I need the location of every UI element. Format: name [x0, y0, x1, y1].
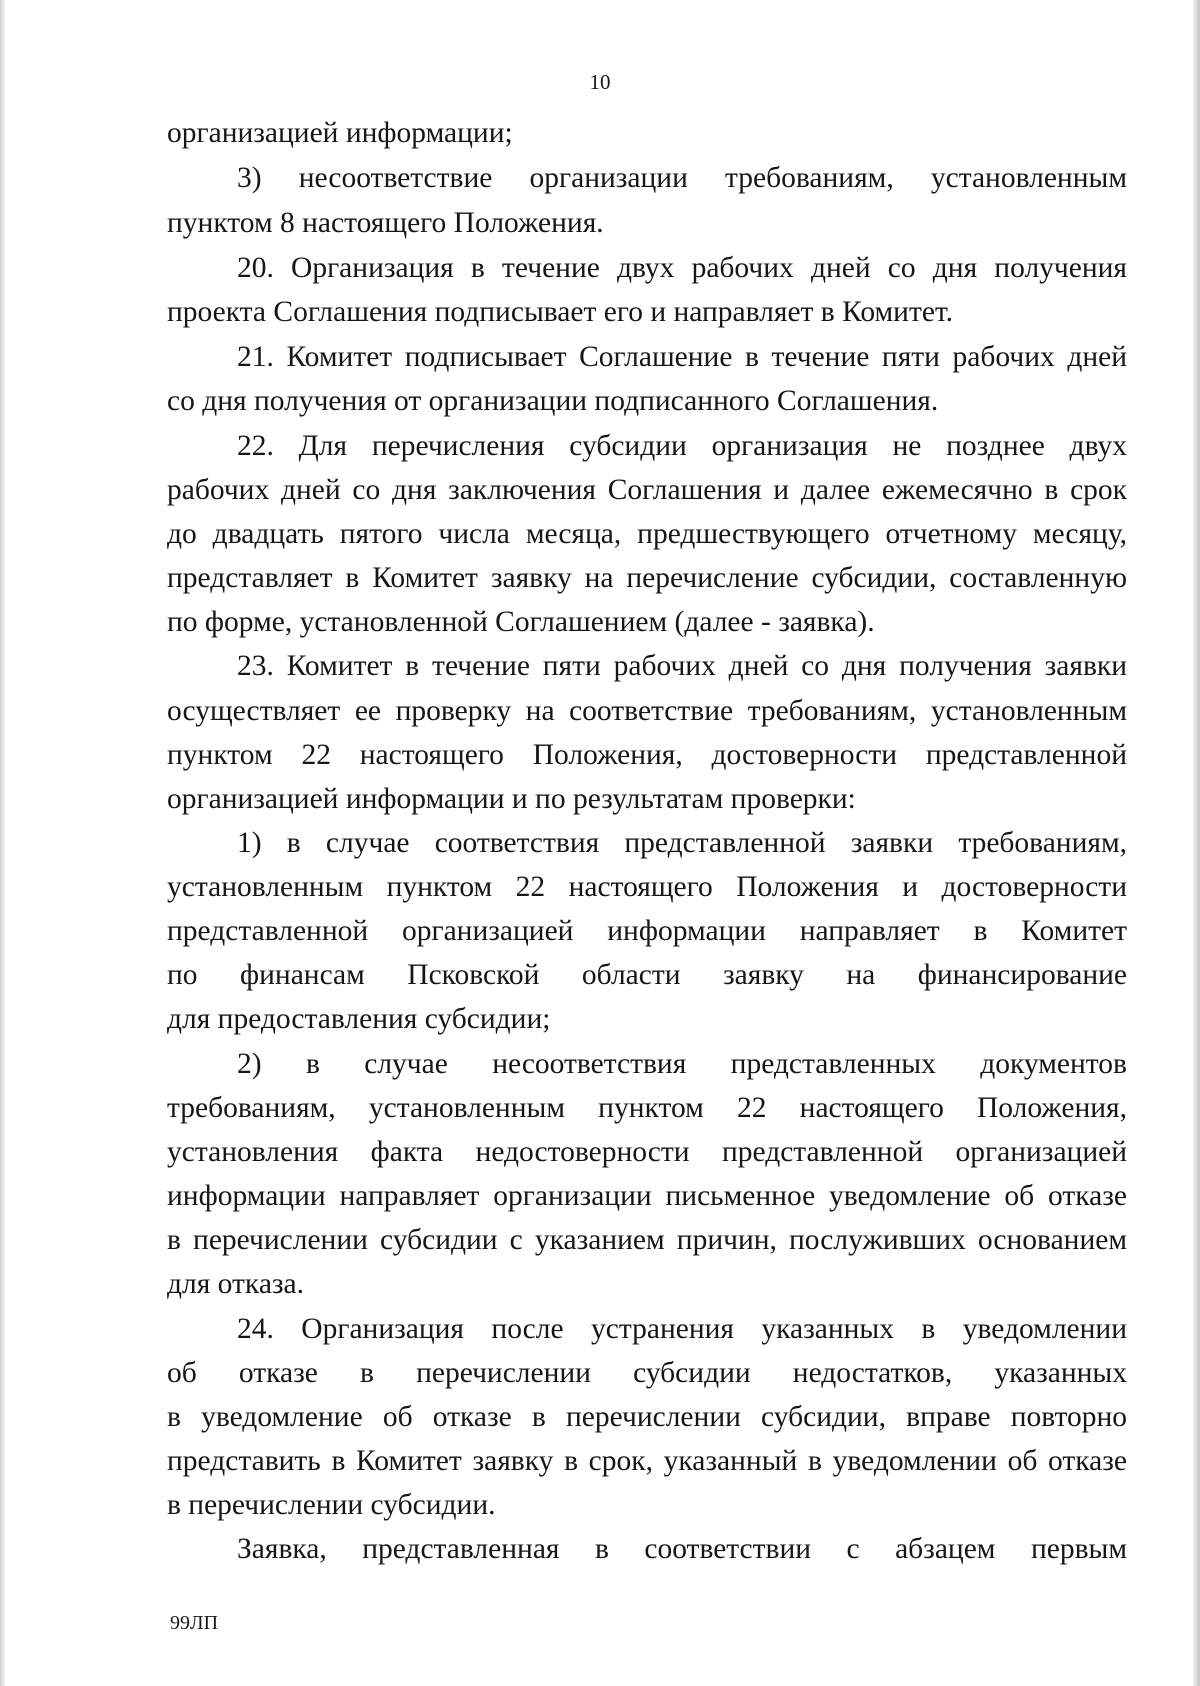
text-line: Заявка, представленная в соответствии с абзацем первым [237, 1533, 1127, 1565]
text-line: по финансам Псковской области заявку на финансирование [167, 959, 1127, 991]
scan-edge-right [1193, 0, 1200, 1686]
text-line: установления факта недостоверности представленной организацией [167, 1136, 1127, 1168]
text-line: об отказе в перечислении субсидии недостатков, указанных [167, 1357, 1127, 1389]
text-line: 24. Организация после устранения указанных в уведомлении [237, 1313, 1127, 1345]
text-line: рабочих дней со дня заключения Соглашения и далее ежемесячно в срок [167, 474, 1127, 506]
text-line: проекта Соглашения подписывает его и направляет в Комитет. [167, 296, 953, 328]
text-line: организацией информации и по результатам проверки: [167, 783, 856, 815]
text-line: до двадцать пятого числа месяца, предшествующего отчетному месяцу, [167, 518, 1127, 550]
text-line: 20. Организация в течение двух рабочих дней со дня получения [237, 252, 1127, 284]
text-line: со дня получения от организации подписанного Соглашения. [167, 385, 939, 417]
text-line: по форме, установленной Соглашением (далее - заявка). [167, 606, 875, 638]
text-line: представить в Комитет заявку в срок, указанный в уведомлении об отказе [167, 1445, 1127, 1477]
page-number: 10 [589, 70, 611, 94]
text-line: организацией информации; [167, 117, 513, 149]
text-line: осуществляет ее проверку на соответствие требованиям, установленным [167, 695, 1127, 727]
text-line: представленной организацией информации направляет в Комитет [167, 915, 1127, 947]
text-line: представляет в Комитет заявку на перечисление субсидии, составленную [167, 562, 1127, 594]
text-line: для предоставления субсидии; [167, 1003, 551, 1035]
text-line: 3) несоответствие организации требованиям, установленным [237, 162, 1127, 194]
text-line: пунктом 22 настоящего Положения, достоверности представленной [167, 739, 1127, 771]
text-line: 21. Комитет подписывает Соглашение в течение пяти рабочих дней [237, 341, 1127, 373]
footer-document-code: 99ЛП [170, 1612, 219, 1634]
text-line: 22. Для перечисления субсидии организация не позднее двух [237, 430, 1127, 462]
text-line: в уведомление об отказе в перечислении субсидии, вправе повторно [167, 1401, 1127, 1433]
text-line: в перечислении субсидии с указанием причин, послуживших основанием [167, 1224, 1127, 1256]
text-line: пунктом 8 настоящего Положения. [167, 207, 604, 239]
text-line: для отказа. [167, 1268, 305, 1300]
text-line: установленным пунктом 22 настоящего Положения и достоверности [167, 871, 1127, 903]
text-line: информации направляет организации письменное уведомление об отказе [167, 1180, 1127, 1212]
text-line: 1) в случае соответствия представленной заявки требованиям, [237, 827, 1127, 859]
text-line: 2) в случае несоответствия представленных документов [237, 1048, 1127, 1080]
scan-edge-left [0, 0, 5, 1686]
text-line: 23. Комитет в течение пяти рабочих дней со дня получения заявки [237, 650, 1127, 682]
text-line: в перечислении субсидии. [167, 1489, 496, 1521]
text-line: требованиям, установленным пунктом 22 настоящего Положения, [167, 1092, 1127, 1124]
